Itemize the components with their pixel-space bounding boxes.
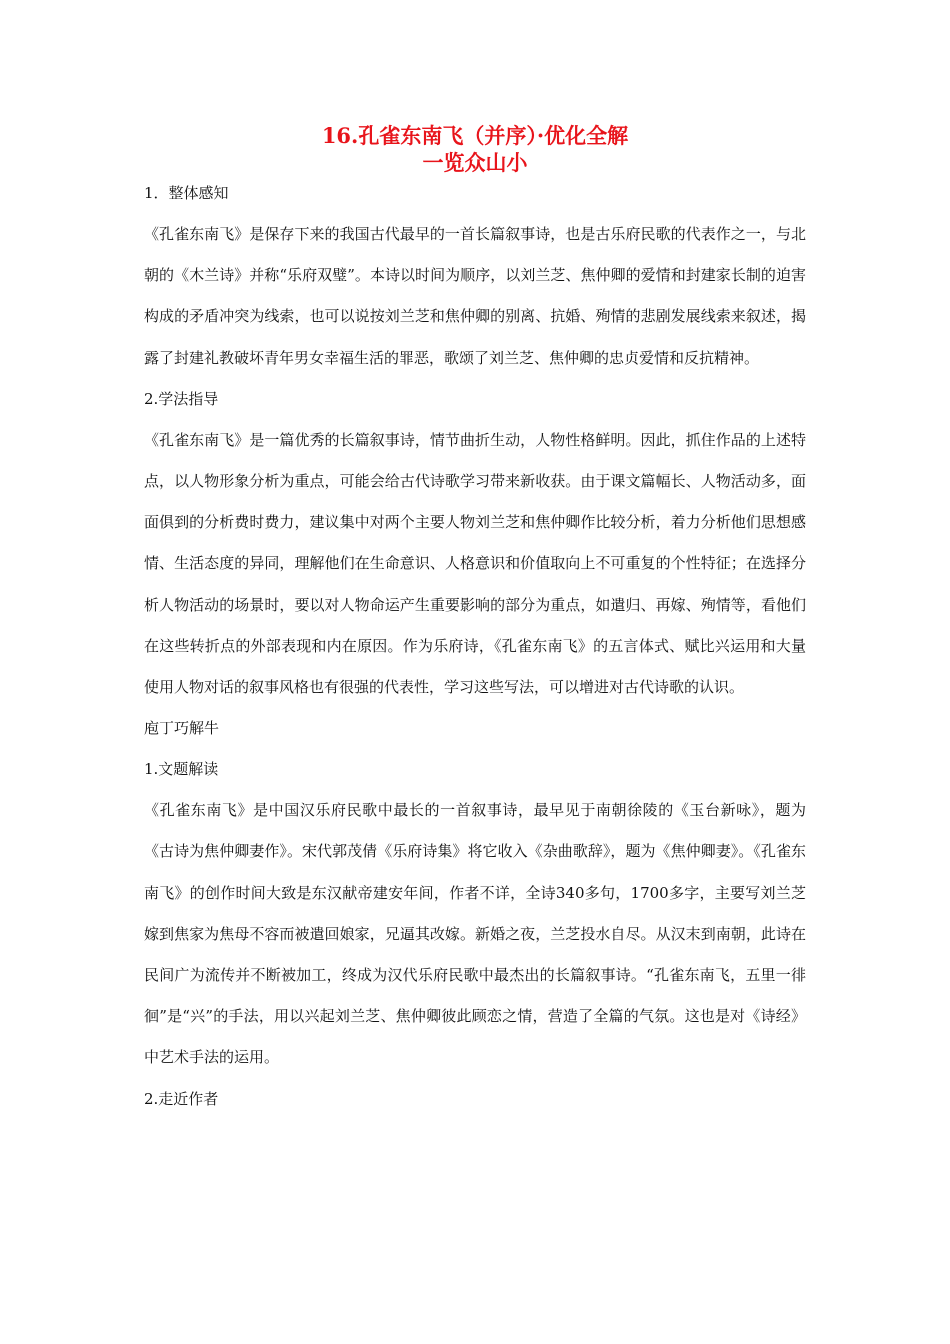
document-body xyxy=(144,173,806,1120)
title-line-2: 一览众山小 xyxy=(422,150,528,175)
section-heading-analysis: 庖丁巧解牛 xyxy=(144,719,220,738)
paragraph-title-interpretation: 《孔雀东南飞》是中国汉乐府民歌中最长的一首叙事诗，最早见于南朝徐陵的《玉台新咏》，题为《古诗为焦仲卿妻作》。宋代郭茂倩《乐府诗集》将它收入《杂曲歌辞》，题为《焦仲卿妻》。《孔雀东南飞》的创作时间大致是东汉献帝建安年间，作者不详，全诗340多句，1700多字，主要写刘兰芝嫁到焦家为焦母不容而被遣回娘家，兄逼其改嫁。新婚之夜，兰芝投水自尽。从汉末到南朝，此诗在民间广为流传并不断被加工，终成为汉代乐府民歌中最杰出的长篇叙事诗。“孔雀东南飞，五里一徘徊”是“兴”的手法，用以兴起刘兰芝、焦仲卿彼此顾恋之情，营造了全篇的气氛。这也是对《诗经》中艺术手法的运用。 xyxy=(144,801,806,1067)
section-heading-study-guide: 2.学法指导 xyxy=(144,389,219,408)
title-line-1: 16.孔雀东南飞（并序）·优化全解 xyxy=(321,123,629,148)
section-heading-overview: 1．整体感知 xyxy=(144,184,229,202)
document-title xyxy=(0,122,950,176)
paragraph-overview: 《孔雀东南飞》是保存下来的我国古代最早的一首长篇叙事诗，也是古乐府民歌的代表作之一，与北朝的《木兰诗》并称“乐府双璧”。本诗以时间为顺序，以刘兰芝、焦仲卿的爱情和封建家长制的迫害构成的矛盾冲突为线索，也可以说按刘兰芝和焦仲卿的别离、抗婚、殉情的悲剧发展线索来叙述，揭露了封建礼教破坏青年男女幸福生活的罪恶，歌颂了刘兰芝、焦仲卿的忠贞爱情和反抗精神。 xyxy=(144,225,806,367)
section-heading-author: 2.走近作者 xyxy=(144,1089,219,1108)
section-heading-title-interpretation: 1.文题解读 xyxy=(144,760,219,779)
paragraph-study-guide: 《孔雀东南飞》是一篇优秀的长篇叙事诗，情节曲折生动，人物性格鲜明。因此，抓住作品的上述特点，以人物形象分析为重点，可能会给古代诗歌学习带来新收获。由于课文篇幅长、人物活动多，面面俱到的分析费时费力，建议集中对两个主要人物刘兰芝和焦仲卿作比较分析，着力分析他们思想感情、生活态度的异同，理解他们在生命意识、人格意识和价值取向上不可重复的个性特征；在选择分析人物活动的场景时，要以对人物命运产生重要影响的部分为重点，如遣归、再嫁、殉情等，看他们在这些转折点的外部表现和内在原因。作为乐府诗，《孔雀东南飞》的五言体式、赋比兴运用和大量使用人物对话的叙事风格也有很强的代表性，学习这些写法，可以增进对古代诗歌的认识。 xyxy=(144,430,806,697)
